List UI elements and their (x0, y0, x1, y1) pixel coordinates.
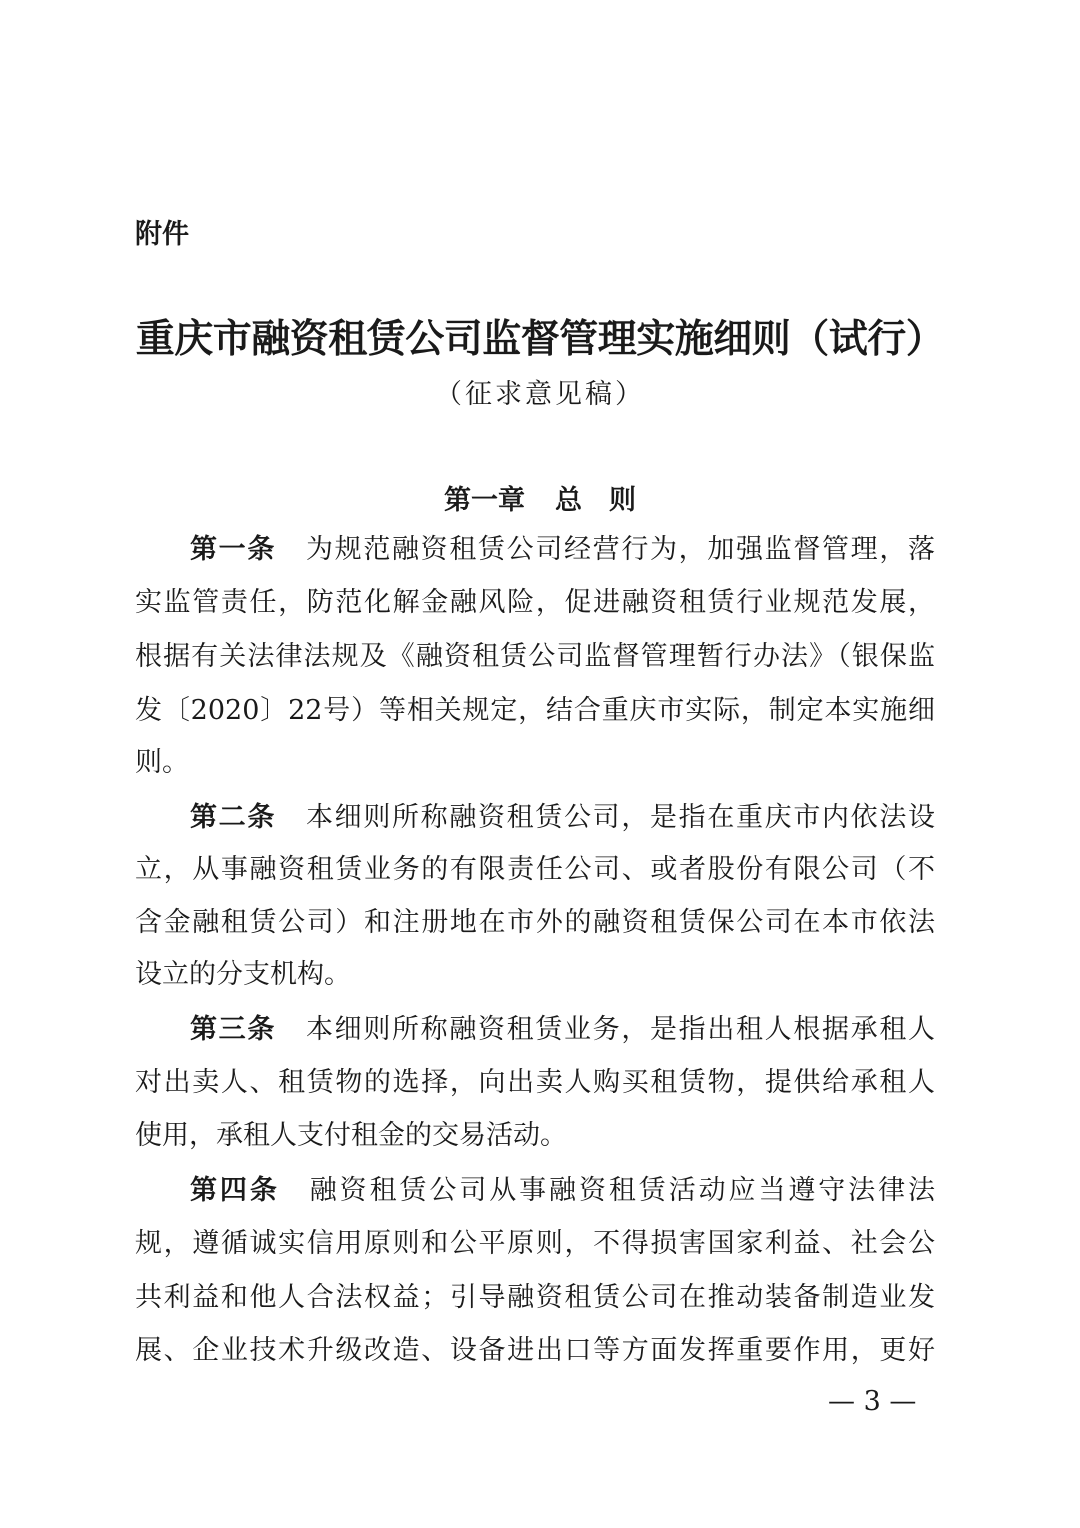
paragraph-line (190, 1010, 935, 1050)
article-label: 第四条 (190, 1175, 280, 1206)
paragraph-line (135, 583, 935, 623)
paragraph-line (135, 743, 935, 783)
paragraph-line (135, 691, 935, 731)
paragraph-line (135, 850, 935, 890)
chapter-name: 总 则 (555, 485, 636, 516)
paragraph-line (135, 1116, 935, 1156)
document-title: 重庆市融资租赁公司监督管理实施细则（试行） (135, 317, 945, 362)
paragraph-text: 为规范融资租赁公司经营行为，加强监督管理，落 (306, 534, 935, 565)
paragraph-line (135, 1063, 935, 1103)
paragraph-line (135, 1331, 935, 1371)
paragraph-text: 则。 (135, 747, 189, 778)
paragraph-text: 实监管责任，防范化解金融风险，促进融资租赁行业规范发展， (135, 587, 935, 618)
paragraph-text: 共利益和他人合法权益；引导融资租赁公司在推动装备制造业发 (135, 1282, 935, 1313)
paragraph-line (135, 637, 935, 677)
attachment-label: 附件 (135, 219, 189, 250)
paragraph-text: 对出卖人、租赁物的选择，向出卖人购买租赁物，提供给承租人 (135, 1067, 935, 1098)
paragraph-line (190, 530, 935, 570)
paragraph-text: 本细则所称融资租赁业务，是指出租人根据承租人 (306, 1014, 935, 1045)
paragraph-line (135, 903, 935, 943)
paragraph-text: 发〔2020〕22号）等相关规定，结合重庆市实际，制定本实施细 (135, 695, 935, 726)
paragraph-text: 根据有关法律法规及《融资租赁公司监督管理暂行办法》（银保监 (135, 641, 935, 672)
chapter-number: 第一章 (444, 485, 525, 516)
paragraph-text: 本细则所称融资租赁公司，是指在重庆市内依法设 (306, 802, 935, 833)
article-label: 第二条 (190, 802, 276, 833)
article-label: 第三条 (190, 1014, 276, 1045)
paragraph-text: 展、企业技术升级改造、设备进出口等方面发挥重要作用，更好 (135, 1335, 935, 1366)
paragraph-text: 使用，承租人支付租金的交易活动。 (135, 1120, 567, 1151)
document-subtitle: （征求意见稿） (435, 379, 645, 410)
article-label: 第一条 (190, 534, 276, 565)
paragraph-text: 规，遵循诚实信用原则和公平原则，不得损害国家利益、社会公 (135, 1228, 935, 1259)
paragraph-text: 融资租赁公司从事融资租赁活动应当遵守法律法 (309, 1175, 936, 1206)
chapter-heading (0, 478, 1080, 517)
paragraph-line (135, 1224, 935, 1264)
paragraph-line (135, 955, 935, 995)
paragraph-text: 含金融租赁公司）和注册地在市外的融资租赁保公司在本市依法 (135, 907, 935, 938)
paragraph-line (135, 1278, 935, 1318)
paragraph-text: 设立的分支机构。 (135, 959, 351, 990)
paragraph-text: 立，从事融资租赁业务的有限责任公司、或者股份有限公司（不 (135, 854, 935, 885)
paragraph-line (190, 798, 935, 838)
paragraph-line (190, 1171, 935, 1211)
page-number: — 3 — (828, 1386, 917, 1417)
